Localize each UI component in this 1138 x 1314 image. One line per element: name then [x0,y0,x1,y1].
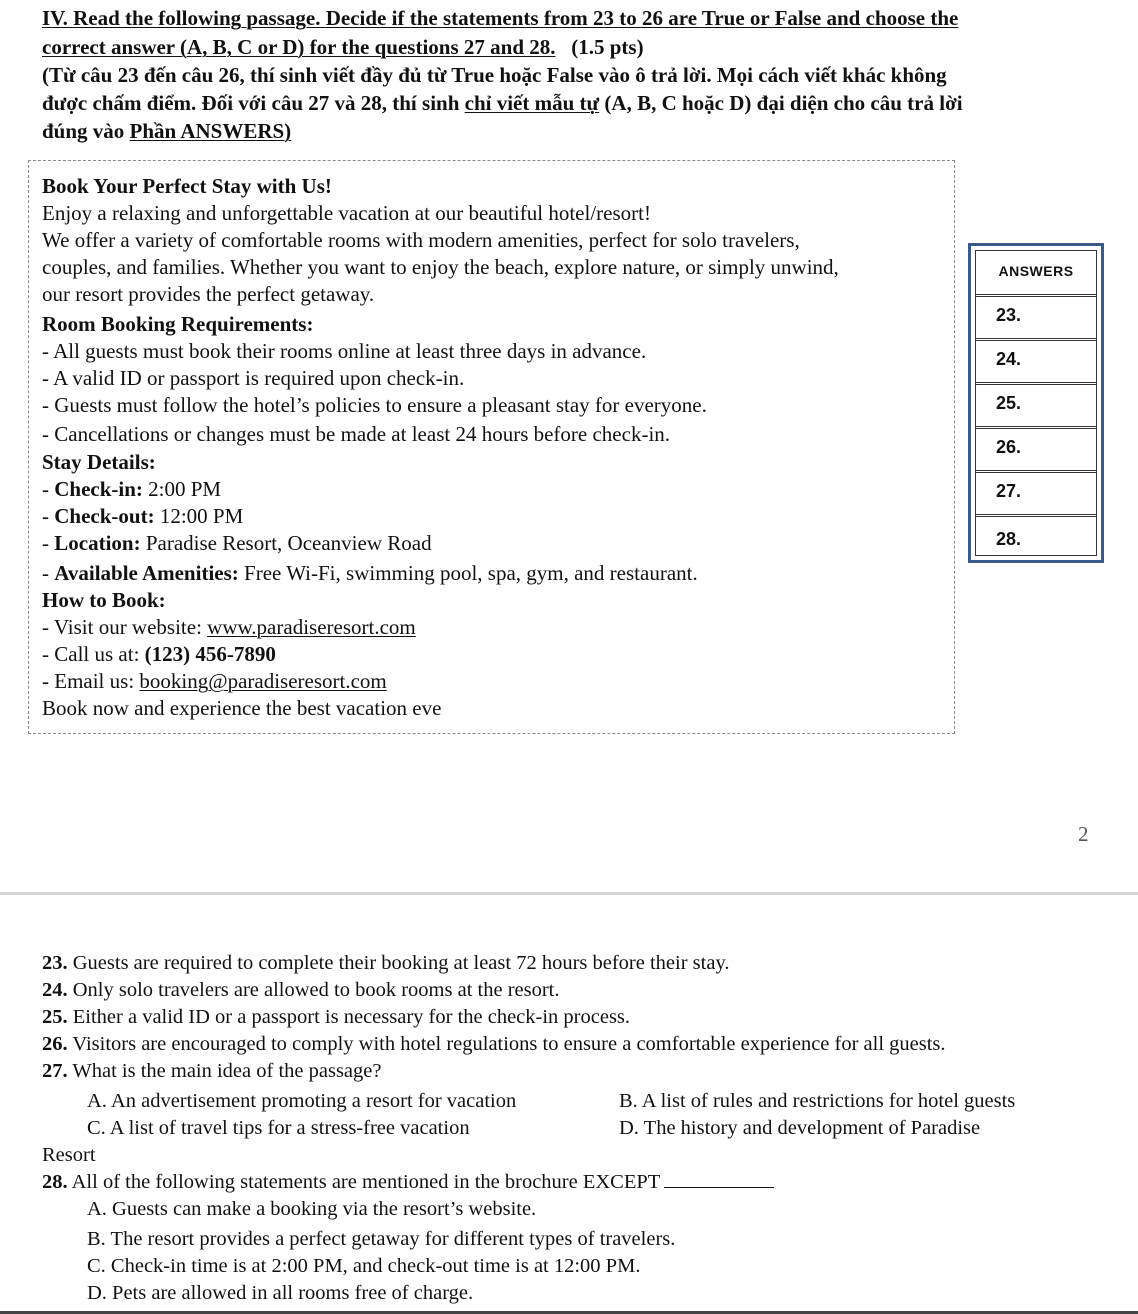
question-23: 23. Guests are required to complete their booking at least 72 hours before their stay. [42,952,730,974]
howto-website: - Visit our website: www.paradiseresort.com [42,615,416,639]
q27-option-d: D. The history and development of Paradise [619,1117,981,1139]
howto-phone: - Call us at: (123) 456-7890 [42,642,276,666]
answer-cell-27[interactable]: 27. [976,470,1096,512]
brochure-intro-line: Enjoy a relaxing and unforgettable vacation at our beautiful hotel/resort! [42,201,651,225]
email-link[interactable]: booking@paradiseresort.com [139,669,387,693]
answers-title: ANSWERS [998,263,1074,279]
q28-option-c: C. Check-in time is at 2:00 PM, and check-out time is at 12:00 PM. [87,1255,641,1277]
brochure-intro-line: our resort provides the perfect getaway. [42,282,375,306]
q27-option-d-continued: Resort [42,1144,96,1166]
question-27: 27. What is the main idea of the passage? [42,1060,382,1082]
answers-table-inner [975,250,1097,556]
requirement-item: - A valid ID or passport is required upon check-in. [42,366,465,390]
stay-item-location: - Location: Paradise Resort, Oceanview Road [42,531,432,555]
answer-cell-24[interactable]: 24. [976,338,1096,380]
website-link[interactable]: www.paradiseresort.com [207,615,416,639]
stay-heading: Stay Details: [42,450,156,474]
requirements-heading: Room Booking Requirements: [42,312,314,336]
requirement-item: - All guests must book their rooms online at least three days in advance. [42,339,647,363]
answer-blank [664,1169,774,1188]
question-26: 26. Visitors are encouraged to comply with hotel regulations to ensure a comfortable experience for all guests. [42,1033,946,1055]
answer-cell-26[interactable]: 26. [976,426,1096,468]
q27-option-b: B. A list of rules and restrictions for hotel guests [619,1090,1016,1112]
q28-option-a: A. Guests can make a booking via the resort’s website. [87,1198,537,1220]
instruction-line-5: đúng vào Phần ANSWERS) [42,119,292,143]
stay-item-amenities: - Available Amenities: Free Wi-Fi, swimming pool, spa, gym, and restaurant. [42,561,698,585]
answer-cell-28[interactable]: 28. [976,514,1096,557]
brochure-closing: Book now and experience the best vacation eve [42,696,442,720]
phone-number: (123) 456-7890 [144,642,276,666]
howto-email: - Email us: booking@paradiseresort.com [42,669,387,693]
answer-cell-23[interactable]: 23. [976,294,1096,336]
instruction-line-1: IV. Read the following passage. Decide if the statements from 23 to 26 are True or False and choose the [42,6,959,30]
brochure-intro-line: We offer a variety of comfortable rooms with modern amenities, perfect for solo travelers, [42,228,800,252]
question-25: 25. Either a valid ID or a passport is necessary for the check-in process. [42,1006,631,1028]
instruction-line-2: correct answer (A, B, C or D) for the questions 27 and 28. (1.5 pts) [42,35,644,59]
stay-item-checkin: - Check-in: 2:00 PM [42,477,222,501]
instruction-line-4: được chấm điểm. Đối với câu 27 và 28, thí sinh chỉ viết mẫu tự (A, B, C hoặc D) đại diện cho câu trả lời [42,91,963,115]
question-28: 28. All of the following statements are mentioned in the brochure EXCEPT [42,1169,774,1196]
q28-option-d: D. Pets are allowed in all rooms free of charge. [87,1282,474,1304]
instruction-line-3: (Từ câu 23 đến câu 26, thí sinh viết đầy đủ từ True hoặc False vào ô trả lời. Mọi cách viết khác không [42,63,947,87]
requirement-item: - Guests must follow the hotel’s policies to ensure a pleasant stay for everyone. [42,393,707,417]
brochure-title: Book Your Perfect Stay with Us! [42,174,332,198]
page-number: 2 [1078,822,1089,846]
howto-heading: How to Book: [42,588,166,612]
question-24: 24. Only solo travelers are allowed to book rooms at the resort. [42,979,560,1001]
brochure-intro-line: couples, and families. Whether you want to enjoy the beach, explore nature, or simply unwind, [42,255,839,279]
stay-item-checkout: - Check-out: 12:00 PM [42,504,244,528]
answer-cell-25[interactable]: 25. [976,382,1096,424]
requirement-item: - Cancellations or changes must be made at least 24 hours before check-in. [42,422,671,446]
q27-option-a: A. An advertisement promoting a resort for vacation [87,1090,517,1112]
q28-option-b: B. The resort provides a perfect getaway for different types of travelers. [87,1228,676,1250]
page-divider [0,892,1138,895]
answers-table [968,243,1104,563]
q27-option-c: C. A list of travel tips for a stress-free vacation [87,1117,470,1139]
